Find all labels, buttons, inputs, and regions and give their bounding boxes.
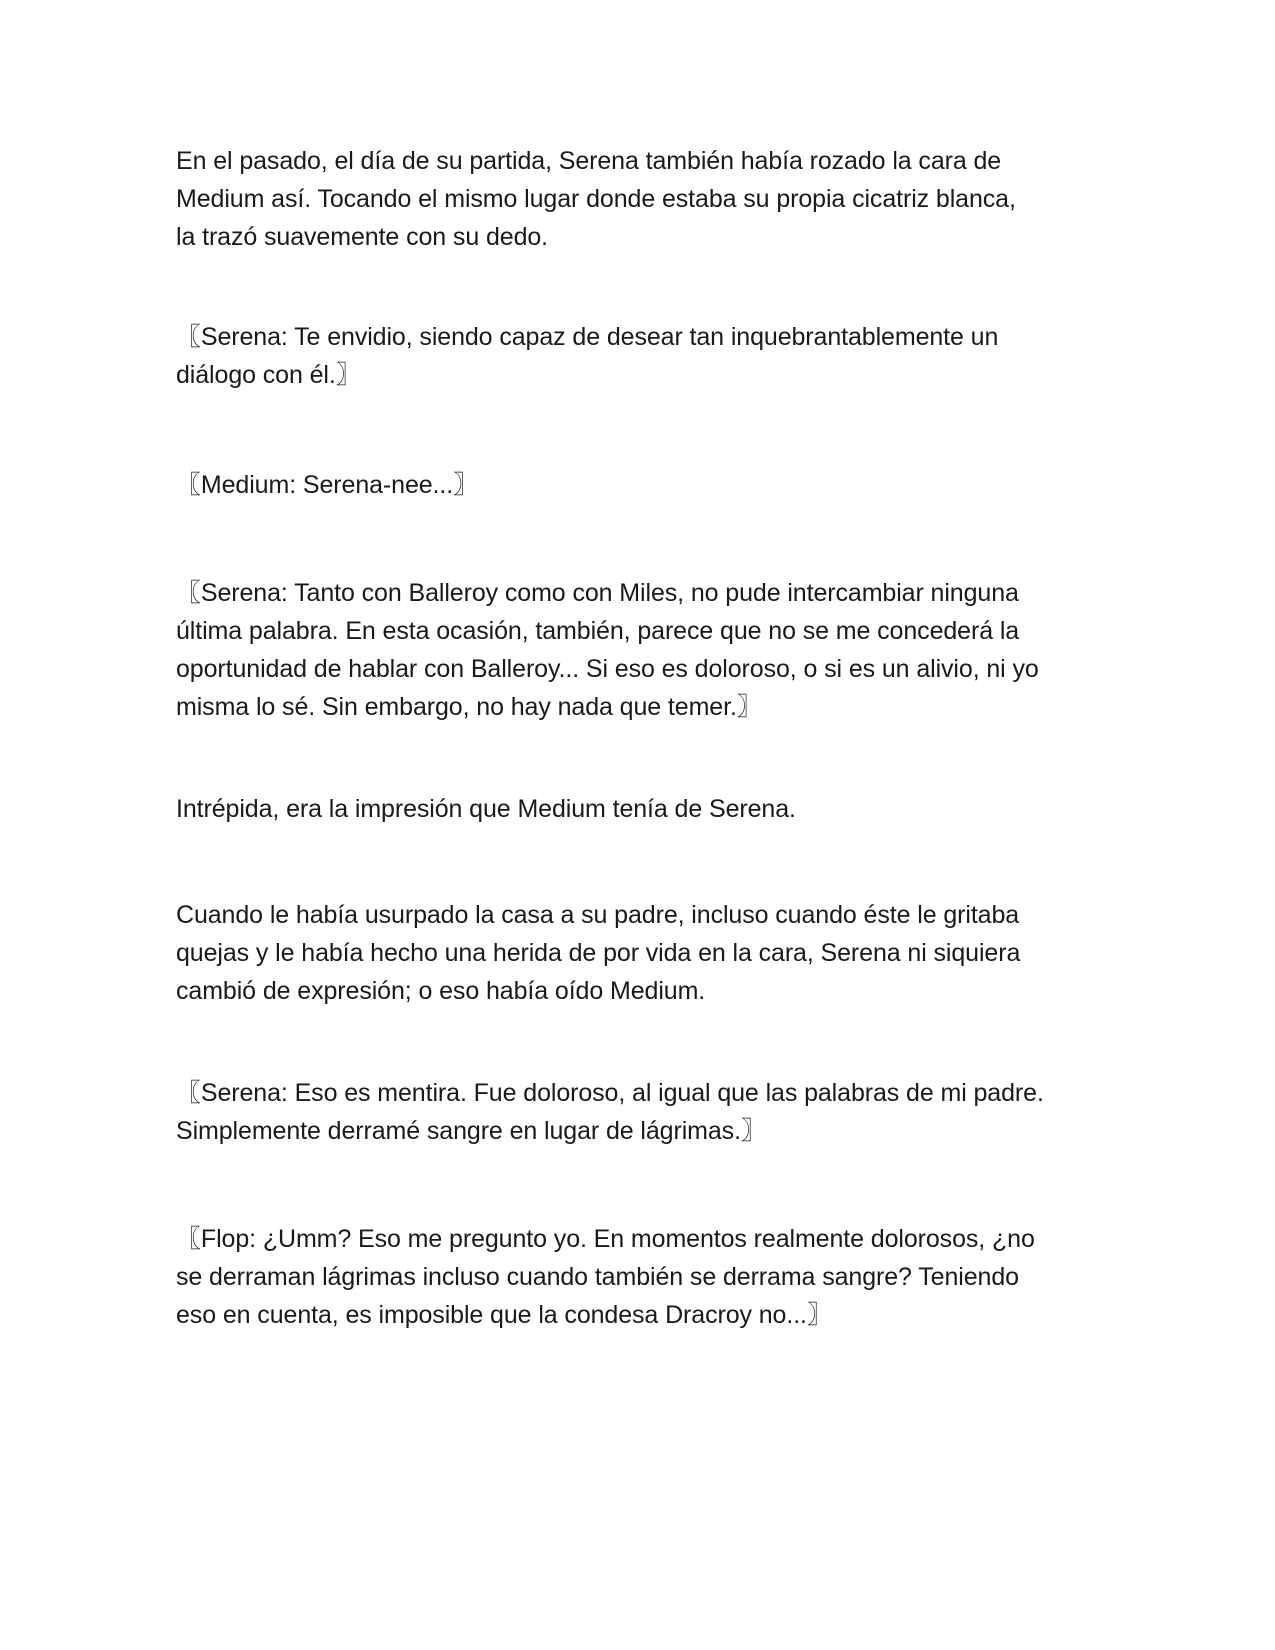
paragraph-narration-1: En el pasado, el día de su partida, Serena también había rozado la cara de Medium así. Tocando el mismo lugar donde estaba su propia cicatriz blanca, la trazó suavemente con su dedo. [176, 147, 1016, 251]
paragraph-dialogue-serena-1: 〖Serena: Te envidio, siendo capaz de desear tan inquebrantablemente un diálogo con él.〗 [176, 323, 999, 389]
paragraph-narration-2: Intrépida, era la impresión que Medium tenía de Serena. [176, 795, 796, 823]
paragraph-dialogue-flop: 〖Flop: ¿Umm? Eso me pregunto yo. En momentos realmente dolorosos, ¿no se derraman lágrimas incluso cuando también se derrama sangre? Teniendo eso en cuenta, es imposible que la condesa Dracroy no...〗 [176, 1225, 1035, 1329]
paragraph-dialogue-medium: 〖Medium: Serena-nee...〗 [176, 471, 478, 499]
paragraph-dialogue-serena-3: 〖Serena: Eso es mentira. Fue doloroso, al igual que las palabras de mi padre. Simplemente derramé sangre en lugar de lágrimas.〗 [176, 1079, 1044, 1145]
paragraph-narration-3: Cuando le había usurpado la casa a su padre, incluso cuando éste le gritaba quejas y le había hecho una herida de por vida en la cara, Serena ni siquiera cambió de expresión; o eso había oído Medium. [176, 901, 1021, 1005]
paragraph-dialogue-serena-2: 〖Serena: Tanto con Balleroy como con Miles, no pude intercambiar ninguna última palabra. En esta ocasión, también, parece que no se me concederá la oportunidad de hablar con Balleroy... Si eso es doloroso, o si es un alivio, ni yo misma lo sé. Sin embargo, no hay nada que temer.〗 [176, 579, 1039, 721]
